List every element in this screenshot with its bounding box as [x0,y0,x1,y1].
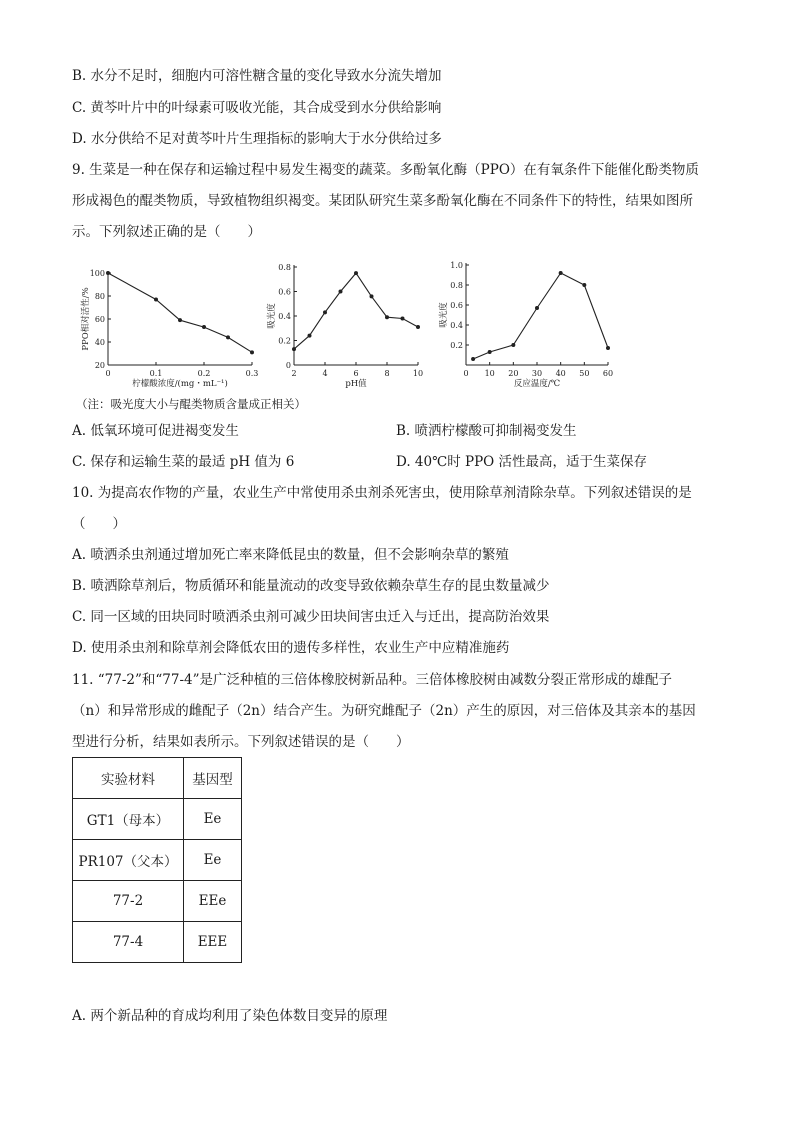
data-point [385,315,389,319]
y-tick-label: 0.8 [278,263,291,272]
data-point [106,271,110,275]
option-9c: C. 保存和运输生菜的最适 pH 值为 6 [72,454,295,470]
table-row [73,881,242,922]
question-9-line-2: 形成褐色的醌类物质，导致植物组织褐变。某团队研究生菜多酚氧化酶在不同条件下的特性，结果如图所 [72,193,693,209]
y-tick-label: 1.0 [450,261,463,270]
x-tick-label: 6 [353,369,359,378]
y-tick-label: 80 [94,292,105,301]
option-9d: D. 40℃时 PPO 活性最高，适于生菜保存 [396,454,648,470]
x-axis-label: 柠檬酸浓度/(mg・mL⁻¹) [132,379,228,389]
y-tick-label: 0.6 [278,287,291,297]
data-point [535,306,539,310]
question-9-line-1: 9. 生菜是一种在保存和运输过程中易发生褐变的蔬菜。多酚氧化酶（PPO）在有氧条件下能催化酚类物质 [72,162,699,178]
x-tick-label: 8 [384,369,390,378]
data-point [370,294,374,298]
table-header-cell: 基因型 [184,758,242,799]
y-tick-label: 0.8 [450,281,463,290]
y-tick-label: 100 [89,269,105,278]
table-cell: GT1（母本） [73,799,184,840]
data-point [416,325,420,329]
x-tick-label: 0 [105,369,111,378]
x-tick-label: 0 [463,369,469,378]
x-axis-label: 反应温度/℃ [513,379,561,389]
x-tick-label: 60 [602,369,614,378]
option-11a: A. 两个新品种的育成均利用了染色体数目变异的原理 [72,1008,388,1024]
data-point [401,316,405,320]
data-point [559,271,563,275]
table-row [73,922,242,963]
data-point [202,325,206,329]
series-line [294,273,418,349]
data-point [339,290,343,294]
y-tick-label: 60 [94,315,105,324]
question-9-charts [76,253,636,413]
option-8c: C. 黄芩叶片中的叶绿素可吸收光能，其合成受到水分供给影响 [72,100,442,116]
x-tick-label: 40 [555,369,566,378]
y-tick-label: 0.4 [450,321,463,330]
y-axis-label: 吸光度 [439,302,449,328]
table-cell: 77-4 [73,922,184,963]
option-10a: A. 喷洒杀虫剂通过增加死亡率来降低昆虫的数量，但不会影响杂草的繁殖 [72,547,509,563]
y-axis-label: 吸光度 [267,303,277,329]
x-tick-label: 50 [579,369,590,378]
table-cell: EEe [184,881,242,922]
x-tick-label: 10 [412,369,424,378]
table-cell: EEE [184,922,242,963]
y-tick-label: 0.2 [450,341,463,350]
option-9a: A. 低氧环境可促进褐变发生 [72,423,239,439]
series-line [473,273,608,359]
x-tick-label: 30 [531,369,543,378]
data-point [226,335,230,339]
data-point [471,357,475,361]
table-cell: Ee [184,799,242,840]
data-point [488,350,492,354]
x-tick-label: 4 [322,369,328,378]
y-tick-label: 0.4 [278,312,291,321]
data-point [292,347,296,351]
question-10-line-2: （ ） [72,516,126,532]
x-axis-label: pH值 [345,379,367,389]
table-header-cell: 实验材料 [73,758,184,799]
chart-svg [76,253,636,413]
data-point [178,318,182,322]
x-tick-label: 10 [484,369,495,378]
option-8d: D. 水分供给不足对黄芩叶片生理指标的影响大于水分供给过多 [72,131,442,147]
series-line [108,273,252,352]
table-cell: Ee [184,840,242,881]
y-tick-label: 40 [94,338,105,347]
data-point [154,297,158,301]
option-10c: C. 同一区域的田块同时喷洒杀虫剂可减少田块间害虫迁入与迁出，提高防治效果 [72,609,550,625]
question-11-line-2: （n）和异常形成的雌配子（2n）结合产生。为研究雌配子（2n）产生的原因，对三倍体及其亲本的基因 [72,703,696,719]
y-axis-label: PPO相对活性/% [81,287,91,351]
x-tick-label: 20 [508,369,519,378]
data-point [323,310,327,314]
table-cell: PR107（父本） [73,840,184,881]
question-10-line-1: 10. 为提高农作物的产量，农业生产中常使用杀虫剂杀死害虫，使用除草剂清除杂草。下列叙述错误的是 [72,485,692,501]
data-point [582,283,586,287]
data-point [250,350,254,354]
x-tick-label: 0.3 [245,369,259,378]
table-cell: 77-2 [73,881,184,922]
question-11-line-1: 11. “77-2”和“77-4”是广泛种植的三倍体橡胶树新品种。三倍体橡胶树由减数分裂正常形成的雄配子 [72,672,673,688]
x-tick-label: 2 [291,369,297,378]
data-point [308,334,312,338]
table-header-row [73,758,242,799]
data-point [606,346,610,350]
question-11-line-3: 型进行分析，结果如表所示。下列叙述错误的是（ ） [72,734,410,750]
genotype-table [72,757,242,963]
table-row [73,840,242,881]
chart-note: （注：吸光度大小与醌类物质含量成正相关） [76,397,306,411]
y-tick-label: 0.6 [450,301,463,310]
y-tick-label: 20 [94,361,105,370]
option-10b: B. 喷洒除草剂后，物质循环和能量流动的改变导致依赖杂草生存的昆虫数量减少 [72,578,550,594]
question-9-line-3: 示。下列叙述正确的是（ ） [72,224,261,240]
option-10d: D. 使用杀虫剂和除草剂会降低农田的遗传多样性，农业生产中应精准施药 [72,640,510,656]
y-tick-label: 0 [285,361,291,370]
data-point [354,271,358,275]
data-point [511,343,515,347]
x-tick-label: 0.2 [197,369,211,378]
option-9b: B. 喷洒柠檬酸可抑制褐变发生 [396,423,577,439]
x-tick-label: 0.1 [149,369,163,378]
table-row [73,799,242,840]
y-tick-label: 0.2 [278,336,291,346]
option-8b: B. 水分不足时，细胞内可溶性糖含量的变化导致水分流失增加 [72,68,442,84]
